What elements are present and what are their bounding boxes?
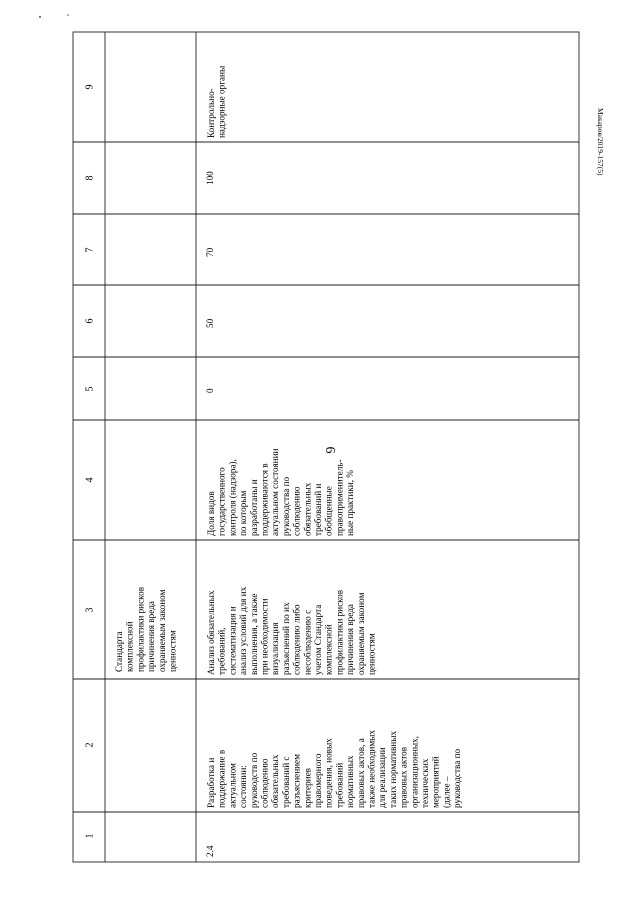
header-col-2: 2 [84,742,96,748]
cell-line: требований [334,762,345,808]
scan-speck [39,16,41,18]
cell-line: руководств по [248,752,259,808]
cell-line: требований и [313,483,323,536]
cell-line: ные практики, % [345,470,356,536]
cell-line: правовых актов [398,746,409,808]
table-header-row [84,85,95,839]
cell-text [206,66,227,138]
cell-line: поведения, новых [323,738,334,808]
row-number: 2.4 [204,845,215,857]
header-col-1: 1 [84,833,96,839]
cell-line: (далее – [441,776,452,808]
page-number: 6 [322,446,337,454]
cell-line: охраняемым законом [156,589,167,672]
cell-line: таких нормативных [387,731,398,808]
cell-line: визуализация [270,622,281,675]
cell-line: актуальном [227,763,238,808]
cell-line: государственного [216,467,227,536]
header-col-9: 9 [84,84,96,90]
row-2-4-col3-cell [206,586,377,675]
cell-line: охраняемым законом [355,592,366,675]
cell-line: ценностям [366,633,377,675]
row-2-4-col9-cell [206,66,227,138]
row-2-4-col2-cell [206,730,462,808]
cell-line: Доля видов [206,491,216,536]
cell-line: для реализации [377,747,388,808]
cell-line: при необходимости [259,598,270,675]
cell-line: соблюдению [259,758,270,808]
cell-line: ценностям [167,630,178,672]
cell-line: Контрольно- [206,88,216,138]
cell-line: требований с [280,756,291,808]
cell-line: учетом Стандарта [313,604,323,675]
cell-line: профилактики рисков [135,586,146,672]
cell-line: систематизация и [227,606,238,675]
cell-line: несоблюдению с [302,609,313,675]
cell-line: мероприятий [430,756,441,808]
cell-line: по которым [238,490,249,536]
cell-line: разработаны и [248,479,259,536]
cell-line: обобщенные [323,486,334,536]
header-col-3: 3 [84,607,96,613]
cell-line: руководства по [452,748,463,808]
cell-line: правоприменитель- [334,459,345,536]
cell-line: также необходимых [366,730,377,808]
cell-line: разъяснений по их [280,602,291,675]
scan-speck [67,14,69,16]
cell-line: профилактики рисков [334,589,345,675]
cell-line: комплексной [323,624,334,675]
cell-line: поддержание в [216,749,227,808]
cell-line: выполнения, а также [248,593,259,675]
cell-line: анализ условий для их [238,586,249,675]
header-col-8: 8 [84,175,96,181]
cell-line: правовых актов, а [355,738,366,808]
cell-text [206,448,355,536]
cell-line: комплексной [124,621,135,672]
cell-line: надзорные органы [216,65,227,138]
row-2-4-col6-value: 50 [204,318,215,328]
cell-line: соблюдению [291,486,302,536]
cell-line: Анализ обязательных [206,590,216,675]
cell-line: требований, [216,627,227,675]
cell-line: разъяснением [291,754,302,808]
cell-line: актуальном состоянии [270,448,281,536]
cell-line: руководства по [280,476,291,536]
cell-text [206,730,462,808]
cell-line: критериев [302,768,313,808]
footer-code: Макаров/2019-157(5) [596,108,605,176]
cell-line: правомерного [313,753,323,808]
cell-line: поддерживаются в [259,463,270,536]
cell-line: обязательных [302,482,313,536]
row-2-4 [205,66,462,857]
header-col-6: 6 [84,318,96,324]
cell-line: Стандарта [114,631,124,672]
cell-line: причинения вреда [146,601,157,672]
cell-text [114,586,178,672]
cell-line: соблюдению либо [291,604,302,675]
row-2-4-col8-value: 100 [204,171,215,185]
cell-line: состоянии: [238,765,249,808]
row-2-4-col7-value: 70 [204,247,215,257]
cell-line: контроля (надзора), [227,459,238,536]
cell-line: Разработка и [206,757,216,808]
cell-line: технических [420,758,430,808]
cell-line: организационных, [409,736,420,808]
row-2-4-col5-value: 0 [204,388,215,393]
cell-line: нормативных [345,755,356,808]
header-col-5: 5 [84,386,96,392]
cell-text [206,586,377,675]
header-col-7: 7 [84,247,96,253]
top-row-col3-cell [114,586,178,672]
header-col-4: 4 [84,477,96,483]
cell-line: причинения вреда [345,604,356,675]
cell-line: обязательных [270,754,281,808]
row-2-4-col4-cell [206,448,355,536]
